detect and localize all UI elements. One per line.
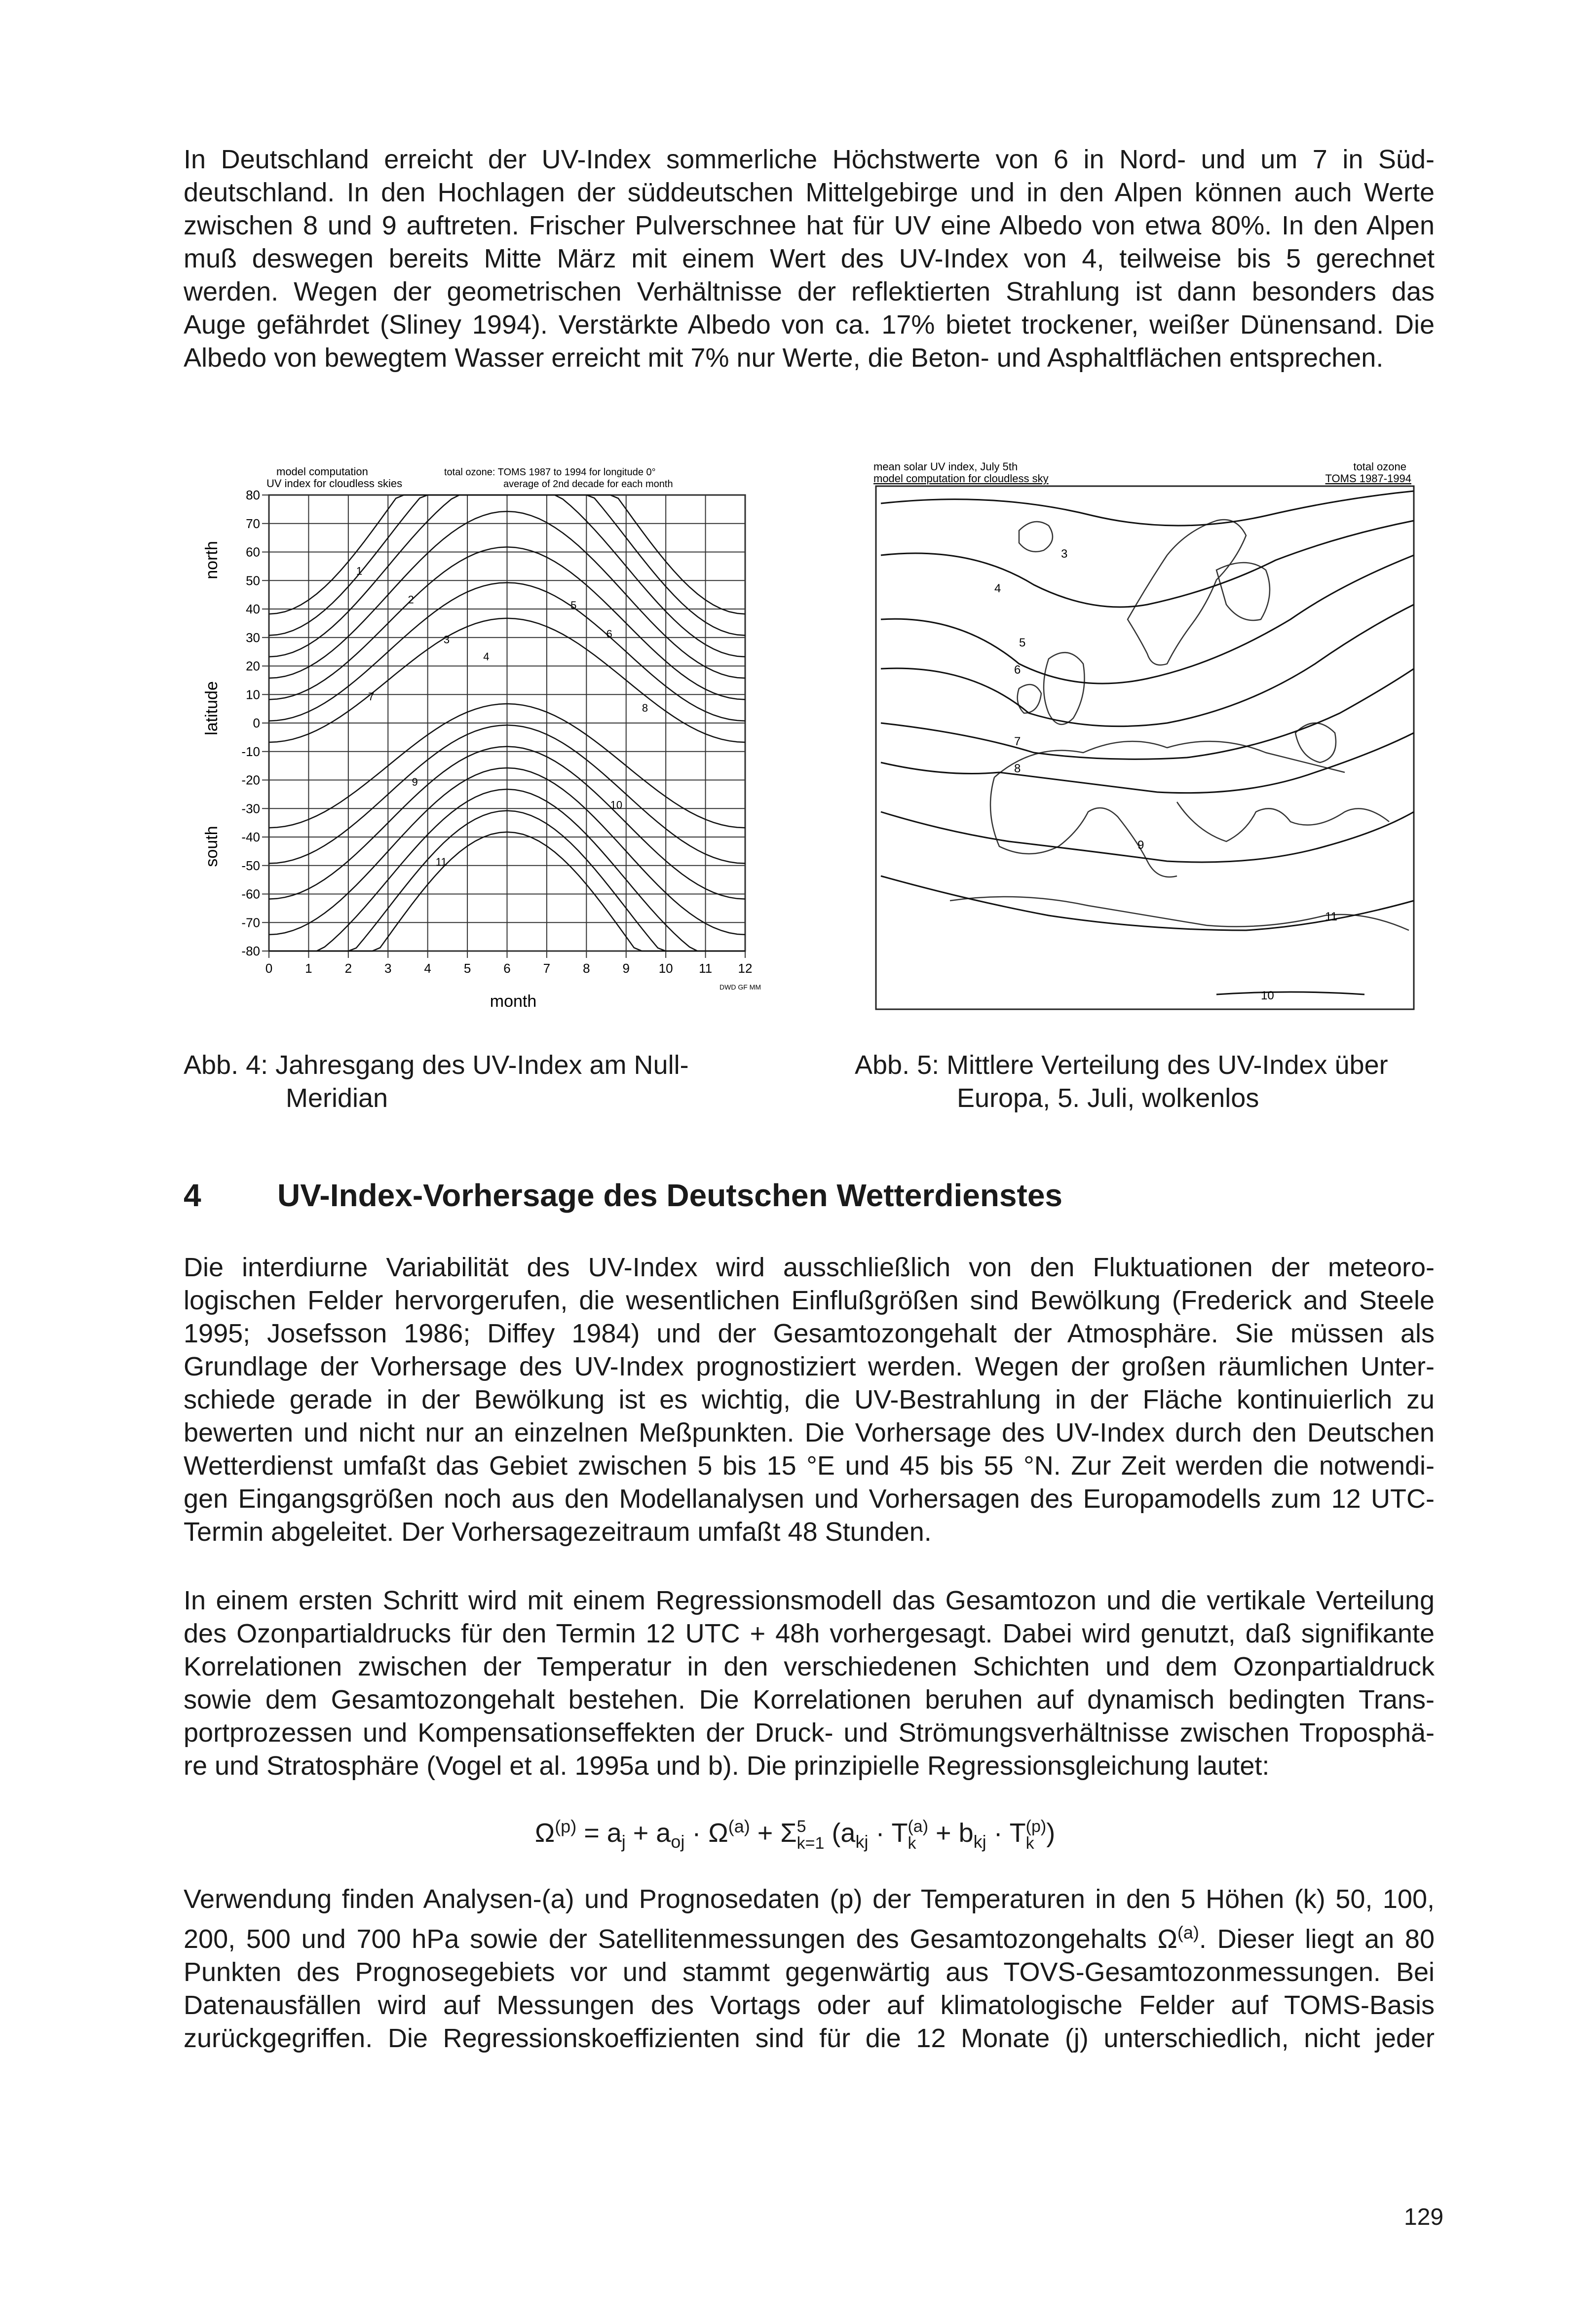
y-tick-label: 70 bbox=[246, 516, 260, 531]
text-line: Wetterdienst umfaßt das Gebiet zwischen 5 bis 15 °E und 45 bis 55 °N. Zur Zeit werden die notwendi- bbox=[184, 1451, 1435, 1481]
text-line: des Ozonpartialdrucks für den Termin 12 UTC + 48h vorhergesagt. Dabei wird genutzt, daß signifikante bbox=[184, 1619, 1435, 1648]
formula-part: = a bbox=[576, 1818, 622, 1848]
fig5-contour-label: 10 bbox=[1261, 989, 1274, 1002]
text-line: Grundlage der Vorhersage des UV-Index prognostiziert werden. Wegen der großen räumlichen Unter- bbox=[184, 1352, 1435, 1381]
formula-sup: (a) bbox=[908, 1817, 929, 1836]
text-line: deutschland. In den Hochlagen der süddeutschen Mittelgebirge und in den Alpen können auch Werte bbox=[184, 178, 1435, 207]
text-line: schiede gerade in der Bewölkung ist es wichtig, die UV-Bestrahlung in der Fläche kontinuierlich zu bbox=[184, 1385, 1435, 1414]
text-line: Die interdiurne Variabilität des UV-Index wird ausschließlich von den Fluktuationen der meteoro- bbox=[184, 1253, 1435, 1282]
coast-north-africa bbox=[950, 897, 1409, 930]
formula-sup: (a) bbox=[1177, 1922, 1199, 1943]
text-line: Datenausfällen wird auf Messungen des Vortags oder auf klimatologische Felder auf TOMS-Basis bbox=[184, 1990, 1435, 2020]
x-tick-label: 8 bbox=[583, 961, 590, 976]
fig4-contour-label: 4 bbox=[483, 650, 490, 663]
fig5-contour-label: 11 bbox=[1325, 910, 1337, 923]
formula-part: T bbox=[891, 1818, 908, 1848]
fig5-contour-label: 3 bbox=[1061, 547, 1068, 561]
formula-indices bbox=[908, 1818, 928, 1852]
x-tick-label: 0 bbox=[265, 961, 273, 976]
fig4-ylabel-latitude: latitude bbox=[202, 681, 221, 735]
fig4-chart-svg bbox=[168, 457, 775, 1029]
text-line: Auge gefährdet (Sliney 1994). Verstärkte Albedo von ca. 17% bietet trockener, weißer Dünensand. Die bbox=[184, 310, 1435, 340]
y-tick-label: 60 bbox=[246, 544, 260, 560]
formula-sum-bottom: k=1 bbox=[796, 1833, 825, 1853]
x-tick-label: 11 bbox=[699, 961, 713, 976]
caption-figure-4 bbox=[184, 1049, 689, 1115]
fig5-header-left-2: model computation for cloudless sky bbox=[873, 472, 1049, 485]
text-line: Punkten des Prognosegebiets vor und stammt gegenwärtig aus TOVS-Gesamtozonmessungen. Bei bbox=[184, 1957, 1435, 1987]
formula-part: · bbox=[684, 1818, 709, 1848]
text-line bbox=[184, 1916, 1435, 1956]
formula-sup: (p) bbox=[1025, 1817, 1047, 1836]
fig4-header-left-2: UV index for cloudless skies bbox=[266, 477, 403, 490]
x-tick-label: 10 bbox=[658, 961, 673, 976]
paragraph-input-data bbox=[184, 1883, 1435, 2055]
map-coastlines bbox=[950, 520, 1409, 930]
y-tick-label: 20 bbox=[246, 658, 260, 674]
text-line: 1995; Josefsson 1986; Diffey 1984) und der Gesamtozongehalt der Atmosphäre. Sie müssen als bbox=[184, 1319, 1435, 1348]
y-tick-label: 40 bbox=[246, 602, 260, 616]
fig4-contour-label: 7 bbox=[368, 690, 375, 703]
formula-part: · bbox=[868, 1818, 892, 1848]
caption-line: Meridian bbox=[286, 1083, 388, 1113]
text-line: Termin abgeleitet. Der Vorhersagezeitraum umfaßt 48 Stunden. bbox=[184, 1517, 932, 1547]
y-tick-label: -40 bbox=[241, 830, 260, 844]
x-tick-label: 2 bbox=[344, 961, 352, 976]
isoline-bottom bbox=[1216, 992, 1364, 994]
text-line: In Deutschland erreicht der UV-Index sommerliche Höchstwerte von 6 in Nord- und um 7 in Süd- bbox=[184, 145, 1435, 174]
formula-sub: k bbox=[1025, 1833, 1034, 1853]
coast-scandinavia bbox=[1128, 520, 1246, 665]
y-tick-label: -30 bbox=[241, 801, 260, 816]
y-tick-label: -20 bbox=[241, 772, 260, 788]
paragraph-variability bbox=[184, 1251, 1435, 1549]
coast-iceland bbox=[1019, 522, 1053, 552]
page-number: 129 bbox=[1404, 2204, 1444, 2230]
y-tick-label: -10 bbox=[241, 744, 260, 759]
isoline-4 bbox=[881, 521, 1414, 607]
isoline-7 bbox=[881, 669, 1414, 759]
coast-continent-north bbox=[994, 741, 1345, 777]
fig4-ylabel-south: south bbox=[202, 826, 221, 867]
x-tick-label: 12 bbox=[738, 961, 753, 976]
fig4-contour-label: 3 bbox=[443, 633, 450, 646]
text-line: logischen Felder hervorgerufen, die wesentlichen Einflußgrößen sind Bewölkung (Frederick and Steele bbox=[184, 1286, 1435, 1315]
formula-part: · bbox=[986, 1818, 1010, 1848]
map-frame bbox=[876, 486, 1414, 1009]
isoline-6 bbox=[881, 605, 1414, 726]
formula-omega: Ω bbox=[534, 1818, 555, 1848]
paragraph-regression-model bbox=[184, 1584, 1435, 1783]
x-tick-label: 4 bbox=[424, 961, 431, 976]
fig5-contour-label: 9 bbox=[1137, 838, 1144, 852]
y-tick-label: 10 bbox=[246, 687, 260, 702]
caption-line: Abb. 5: Mittlere Verteilung des UV-Index über bbox=[855, 1050, 1388, 1080]
formula-part: T bbox=[1009, 1818, 1026, 1848]
text-line: Verwendung finden Analysen-(a) und Prognosedaten (p) der Temperaturen in den 5 Höhen (k) 50, 100, bbox=[184, 1884, 1435, 1914]
fig4-header-left-1: model computation bbox=[276, 465, 368, 478]
y-tick-label: -80 bbox=[241, 944, 260, 958]
text-line: zwischen 8 und 9 auftreten. Frischer Pulverschnee hat für UV eine Albedo von etwa 80%. In den Alpen bbox=[184, 211, 1435, 240]
x-tick-label: 3 bbox=[384, 961, 392, 976]
y-tick-label: -50 bbox=[241, 858, 260, 873]
x-tick-label: 1 bbox=[305, 961, 312, 976]
text-fragment: 200, 500 und 700 hPa sowie der Satellitenmessungen des Gesamtozongehalts Ω bbox=[184, 1924, 1177, 1954]
formula-omega: Ω bbox=[708, 1818, 728, 1848]
figure-5-europe-uv-map bbox=[871, 457, 1421, 1014]
fig5-header-right-1: total ozone bbox=[1353, 460, 1406, 473]
fig4-header-right-1: total ozone: TOMS 1987 to 1994 for longitude 0° bbox=[444, 467, 656, 478]
text-line: zurückgegriffen. Die Regressionskoeffizienten sind für die 12 Monate (j) unterschiedlich, nicht jeder bbox=[184, 2023, 1435, 2053]
coast-balkans-turkey bbox=[1177, 802, 1389, 841]
fig4-xlabel: month bbox=[490, 992, 537, 1011]
y-tick-label: -60 bbox=[241, 886, 260, 902]
formula-sub: k bbox=[908, 1833, 916, 1853]
y-tick-label: 80 bbox=[246, 488, 260, 502]
text-line: Korrelationen zwischen der Temperatur in den verschiedenen Schichten und dem Ozonpartialdruck bbox=[184, 1652, 1435, 1681]
formula-part: ) bbox=[1046, 1818, 1056, 1848]
isoline-9 bbox=[881, 812, 1414, 862]
text-line: portprozessen und Kompensationseffekten der Druck- und Strömungsverhältnisse zwischen Troposphä- bbox=[184, 1718, 1435, 1748]
fig4-contour-label: 8 bbox=[642, 701, 648, 714]
coast-ireland bbox=[1018, 685, 1041, 713]
text-line: bewerten und nicht nur an einzelnen Meßpunkten. Die Vorhersage des UV-Index durch den Deutschen bbox=[184, 1418, 1435, 1448]
text-line: Albedo von bewegtem Wasser erreicht mit 7% nur Werte, die Beton- und Asphaltflächen entsprechen. bbox=[184, 343, 1384, 373]
fig4-contour-label: 6 bbox=[606, 627, 612, 640]
formula-sup: (p) bbox=[555, 1816, 577, 1836]
fig5-contour-label: 4 bbox=[994, 582, 1001, 595]
figure-4-uv-index-annual-cycle bbox=[168, 457, 775, 1029]
formula-sum-top: 5 bbox=[796, 1817, 806, 1836]
fig4-contour-label: 10 bbox=[610, 799, 623, 811]
formula-sub: kj bbox=[973, 1831, 986, 1852]
coast-iberia-italy bbox=[990, 777, 1177, 877]
regression-equation bbox=[0, 1816, 1590, 1852]
fig4-corner-note: DWD GF MM bbox=[719, 983, 761, 991]
paragraph-intro-albedo bbox=[184, 143, 1435, 375]
fig4-header-right-2: average of 2nd decade for each month bbox=[503, 479, 673, 490]
x-tick-label: 9 bbox=[622, 961, 630, 976]
text-line: muß deswegen bereits Mitte März mit einem Wert des UV-Index von 4, teilweise bis 5 gerechnet bbox=[184, 244, 1435, 273]
formula-indices bbox=[1026, 1818, 1047, 1852]
formula-part: + a bbox=[625, 1818, 671, 1848]
x-tick-label: 6 bbox=[503, 961, 511, 976]
y-tick-label: -70 bbox=[241, 915, 260, 930]
text-line: werden. Wegen der geometrischen Verhältnisse der reflektierten Strahlung ist dann besonders das bbox=[184, 277, 1435, 306]
fig4-plot-area bbox=[241, 488, 752, 976]
fig5-contour-label: 5 bbox=[1019, 636, 1026, 649]
fig5-header-right-2: TOMS 1987-1994 bbox=[1325, 472, 1411, 485]
fig5-header-left-1: mean solar UV index, July 5th bbox=[873, 460, 1018, 473]
text-line: sowie dem Gesamtozongehalt bestehen. Die Korrelationen beruhen auf dynamisch bedingten Trans- bbox=[184, 1685, 1435, 1714]
coast-britain bbox=[1044, 652, 1085, 724]
isoline-3 bbox=[881, 491, 1414, 526]
formula-sub: oj bbox=[671, 1831, 685, 1852]
text-fragment: . Dieser liegt an 80 bbox=[1199, 1924, 1435, 1954]
fig4-contour-label: 1 bbox=[356, 565, 363, 577]
fig5-contour-label: 6 bbox=[1014, 663, 1021, 677]
caption-line: Abb. 4: Jahresgang des UV-Index am Null- bbox=[184, 1050, 689, 1080]
fig4-ylabel-north: north bbox=[202, 541, 221, 579]
formula-sup: (a) bbox=[728, 1816, 750, 1836]
fig4-contour-label: 11 bbox=[435, 855, 447, 868]
section-title: UV-Index-Vorhersage des Deutschen Wetterdienstes bbox=[277, 1178, 1062, 1213]
formula-sum-limits bbox=[797, 1818, 825, 1852]
section-heading bbox=[184, 1177, 1062, 1214]
formula-part: (a bbox=[824, 1818, 856, 1848]
section-number: 4 bbox=[184, 1178, 201, 1213]
fig5-map-svg bbox=[871, 457, 1421, 1014]
fig4-contour-label: 2 bbox=[408, 593, 414, 606]
formula-part: + b bbox=[928, 1818, 974, 1848]
x-tick-label: 5 bbox=[463, 961, 471, 976]
y-tick-label: 30 bbox=[246, 630, 260, 645]
formula-sub: kj bbox=[855, 1831, 869, 1852]
fig5-contour-label: 8 bbox=[1014, 762, 1021, 775]
fig4-contour-label: 9 bbox=[412, 776, 418, 789]
text-line: In einem ersten Schritt wird mit einem Regressionsmodell das Gesamtozon und die vertikale Verteilung bbox=[184, 1586, 1435, 1615]
isoline-5 bbox=[881, 555, 1414, 684]
formula-sigma: + Σ bbox=[750, 1818, 797, 1848]
text-line: re und Stratosphäre (Vogel et al. 1995a und b). Die prinzipielle Regressionsgleichung lautet: bbox=[184, 1751, 1270, 1781]
x-tick-label: 7 bbox=[543, 961, 551, 976]
y-tick-label: 0 bbox=[253, 716, 260, 730]
formula-sub: j bbox=[621, 1831, 626, 1852]
fig4-contour-label: 5 bbox=[570, 599, 577, 611]
text-line: gen Eingangsgrößen noch aus den Modellanalysen und Vorhersagen des Europamodells zum 12 UTC- bbox=[184, 1484, 1435, 1514]
fig5-contour-label: 7 bbox=[1014, 735, 1021, 748]
caption-line: Europa, 5. Juli, wolkenlos bbox=[957, 1083, 1259, 1113]
y-tick-label: 50 bbox=[246, 573, 260, 588]
caption-figure-5 bbox=[855, 1049, 1388, 1115]
